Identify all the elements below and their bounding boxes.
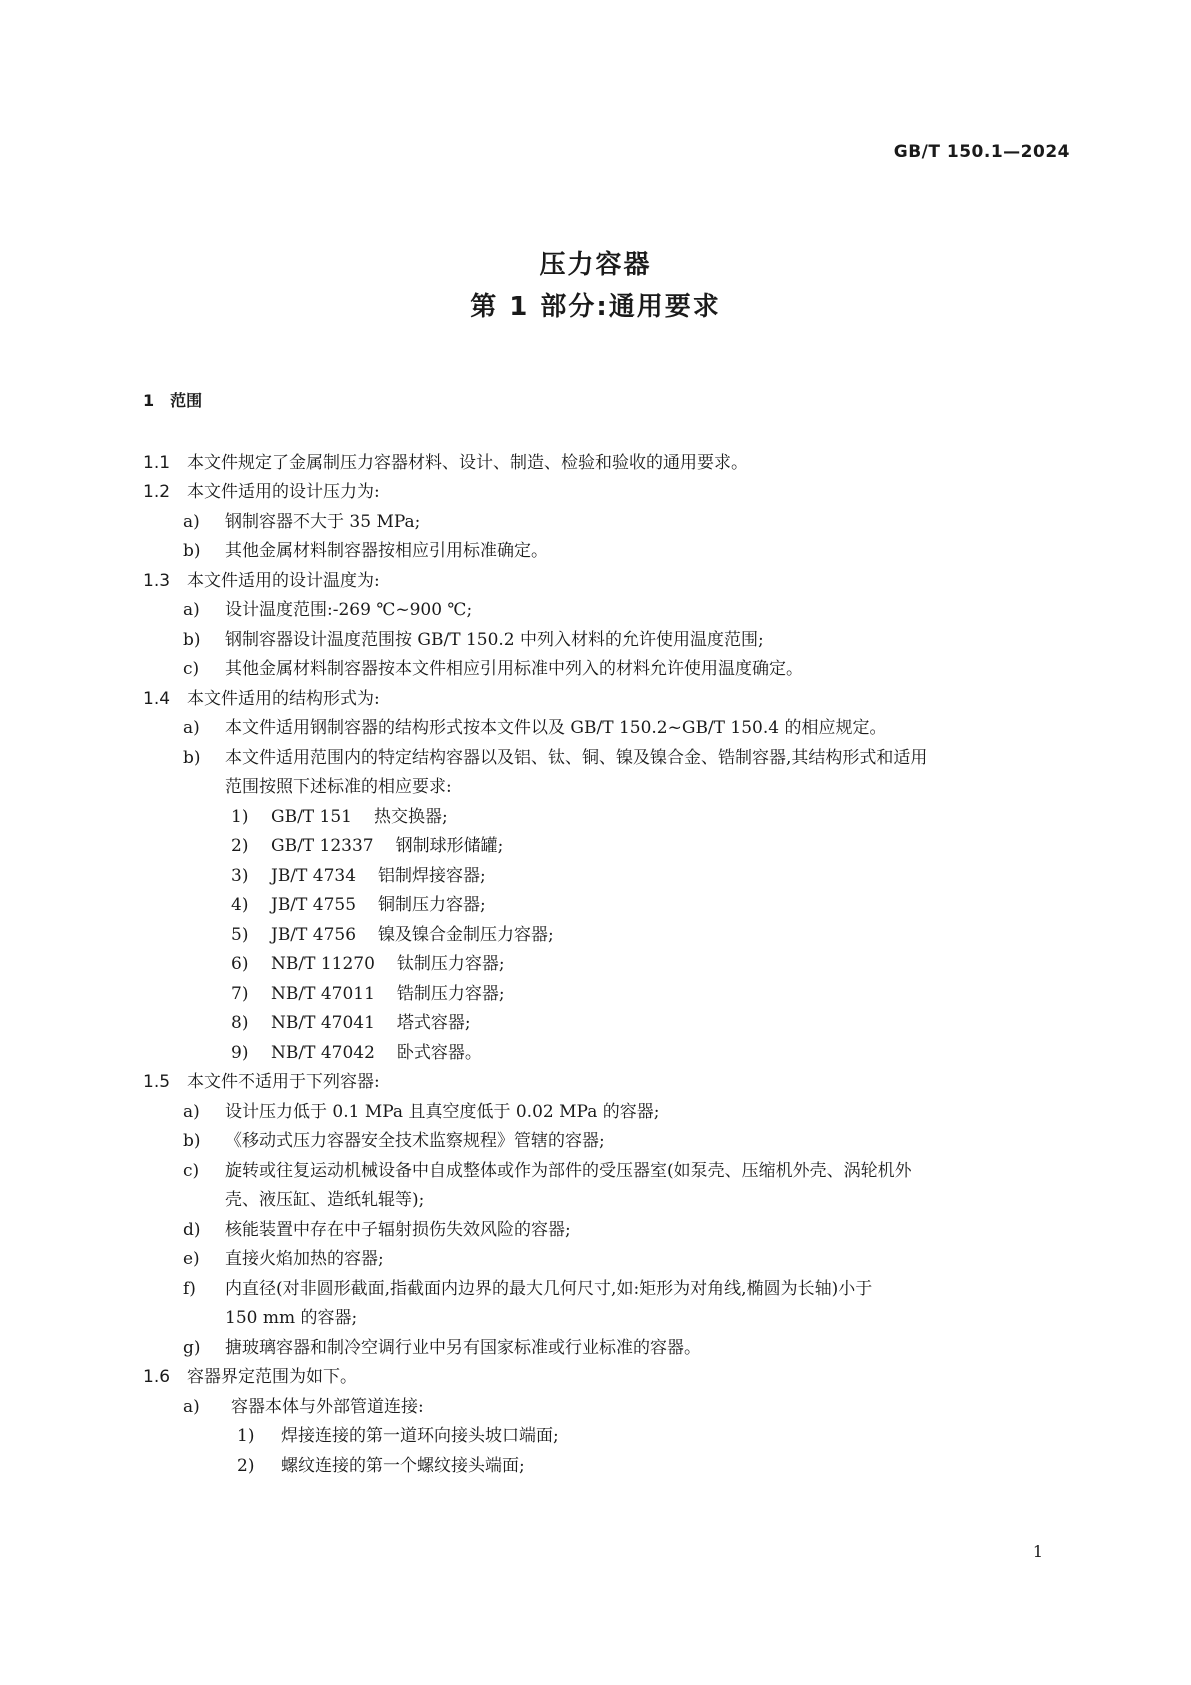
- list-item: a) 容器本体与外部管道连接:: [183, 1397, 424, 1417]
- clause-1-1: 1.1 本文件规定了金属制压力容器材料、设计、制造、检验和验收的通用要求。: [143, 453, 748, 473]
- list-item: g) 搪玻璃容器和制冷空调行业中另有国家标准或行业标准的容器。: [183, 1338, 701, 1358]
- sub-list-item: 1) 焊接连接的第一道环向接头坡口端面;: [237, 1426, 559, 1446]
- sub-list-item: 5) JB/T 4756 镍及镍合金制压力容器;: [231, 925, 554, 945]
- list-item-continuation: 壳、液压缸、造纸轧辊等);: [225, 1190, 425, 1210]
- list-item: a) 设计温度范围:-269 ℃~900 ℃;: [183, 600, 473, 620]
- list-item: b) 其他金属材料制容器按相应引用标准确定。: [183, 541, 548, 561]
- list-item-continuation: 范围按照下述标准的相应要求:: [225, 777, 452, 797]
- standard-code: GB/T 150.1—2024: [893, 142, 1070, 162]
- section-heading: [143, 388, 202, 411]
- clause-1-5: 1.5 本文件不适用于下列容器:: [143, 1072, 380, 1092]
- sub-list-item: 2) 螺纹连接的第一个螺纹接头端面;: [237, 1456, 525, 1476]
- list-item: b) 钢制容器设计温度范围按 GB/T 150.2 中列入材料的允许使用温度范围;: [183, 630, 764, 650]
- section-number: 1: [143, 391, 155, 410]
- list-item: a) 钢制容器不大于 35 MPa;: [183, 512, 421, 532]
- sub-list-item: 4) JB/T 4755 铜制压力容器;: [231, 895, 486, 915]
- sub-list-item: 6) NB/T 11270 钛制压力容器;: [231, 954, 505, 974]
- list-item: b) 本文件适用范围内的特定结构容器以及铝、钛、铜、镍及镍合金、锆制容器,其结构形式和适用: [183, 748, 928, 768]
- page-number: 1: [1032, 1542, 1043, 1561]
- clause-1-2: 1.2 本文件适用的设计压力为:: [143, 482, 380, 502]
- section-title: 范围: [170, 391, 203, 410]
- sub-list-item: 7) NB/T 47011 锆制压力容器;: [231, 984, 505, 1004]
- list-item: f) 内直径(对非圆形截面,指截面内边界的最大几何尺寸,如:矩形为对角线,椭圆为长轴)小于: [183, 1279, 873, 1299]
- sub-list-item: 8) NB/T 47041 塔式容器;: [231, 1013, 471, 1033]
- clause-1-3: 1.3 本文件适用的设计温度为:: [143, 571, 380, 591]
- sub-list-item: 3) JB/T 4734 铝制焊接容器;: [231, 866, 486, 886]
- list-item: a) 设计压力低于 0.1 MPa 且真空度低于 0.02 MPa 的容器;: [183, 1102, 660, 1122]
- list-item: c) 旋转或往复运动机械设备中自成整体或作为部件的受压器室(如泵壳、压缩机外壳、涡轮机外: [183, 1161, 912, 1181]
- list-item: c) 其他金属材料制容器按本文件相应引用标准中列入的材料允许使用温度确定。: [183, 659, 803, 679]
- list-item: b) 《移动式压力容器安全技术监察规程》管辖的容器;: [183, 1131, 605, 1151]
- sub-list-item: 1) GB/T 151 热交换器;: [231, 807, 448, 827]
- list-item-continuation: 150 mm 的容器;: [225, 1308, 358, 1328]
- sub-list-item: 9) NB/T 47042 卧式容器。: [231, 1043, 482, 1063]
- document-subtitle: 第 1 部分:通用要求: [470, 292, 721, 322]
- sub-list-item: 2) GB/T 12337 钢制球形储罐;: [231, 836, 504, 856]
- list-item: e) 直接火焰加热的容器;: [183, 1249, 384, 1269]
- document-title: 压力容器: [539, 250, 652, 280]
- clause-1-4: 1.4 本文件适用的结构形式为:: [143, 689, 380, 709]
- list-item: d) 核能装置中存在中子辐射损伤失效风险的容器;: [183, 1220, 571, 1240]
- list-item: a) 本文件适用钢制容器的结构形式按本文件以及 GB/T 150.2~GB/T 150.4 的相应规定。: [183, 718, 887, 738]
- clause-1-6: 1.6 容器界定范围为如下。: [143, 1367, 357, 1387]
